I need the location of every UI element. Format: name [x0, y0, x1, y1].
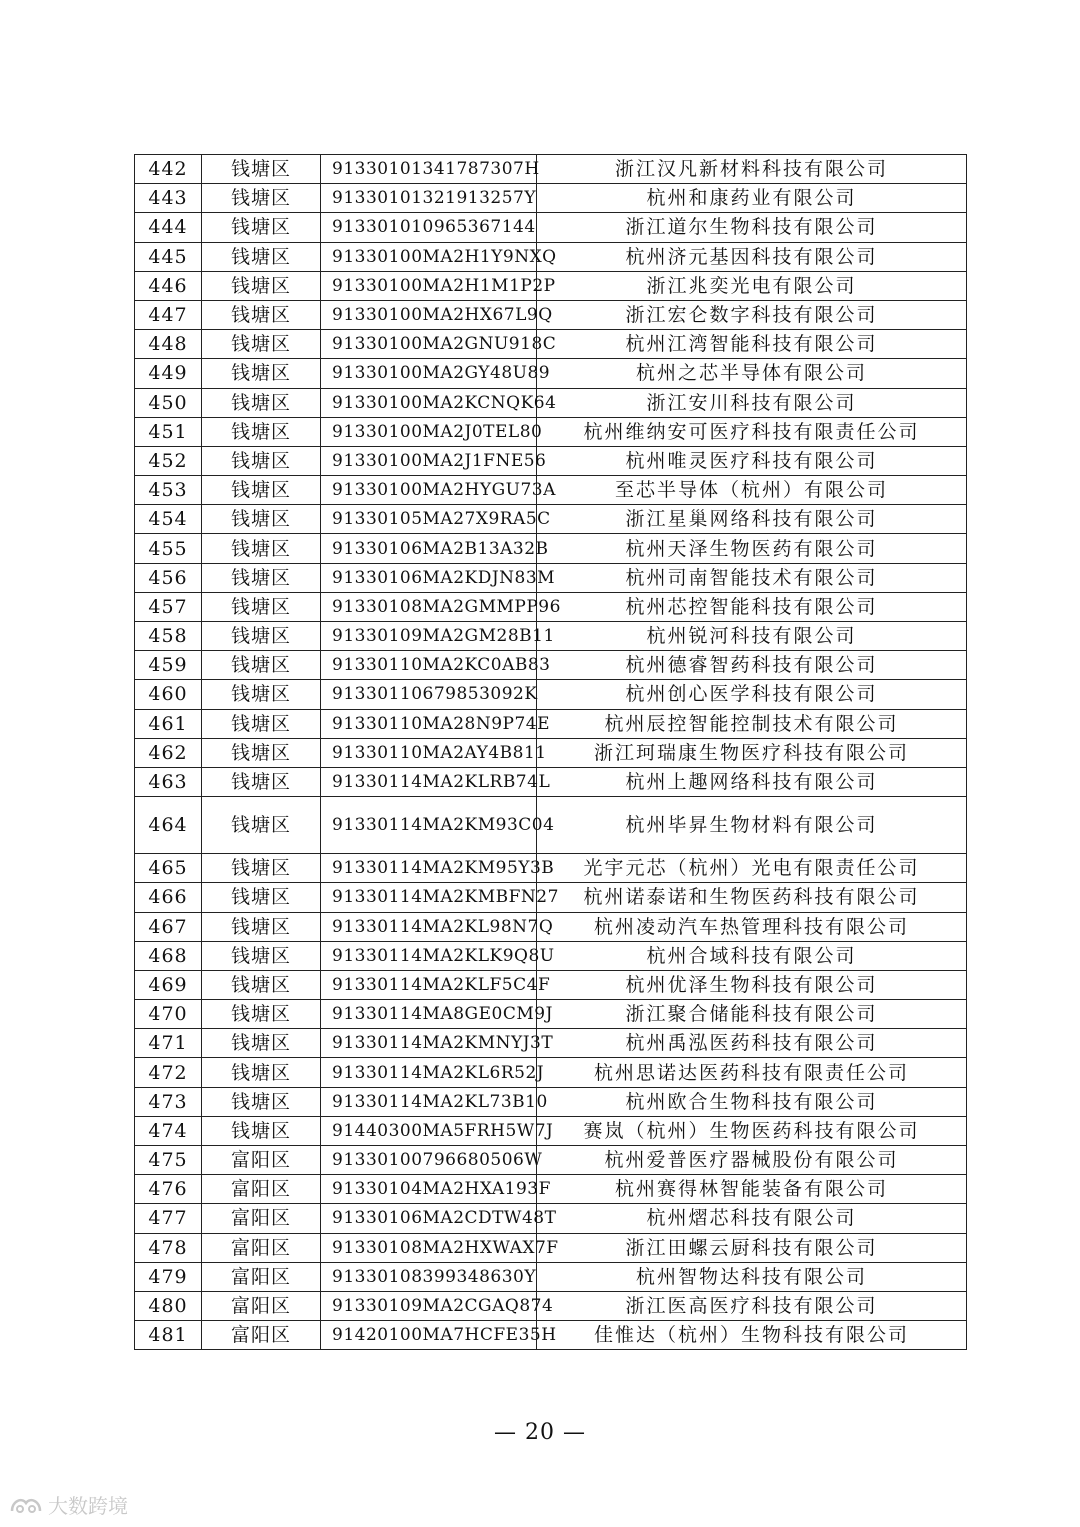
- watermark: [8, 1490, 128, 1519]
- cell-number: 445: [135, 242, 202, 271]
- cell-number: 471: [135, 1029, 202, 1058]
- table-row: [135, 359, 967, 388]
- cell-district: 钱塘区: [202, 505, 321, 534]
- cell-company-name: 杭州唯灵医疗科技有限公司: [537, 446, 967, 475]
- cell-credit-code: 91330100MA2HX67L9Q: [321, 300, 537, 329]
- cell-credit-code: 91330106MA2CDTW48T: [321, 1204, 537, 1233]
- cell-credit-code: 91330100MA2GNU918C: [321, 330, 537, 359]
- cell-number: 469: [135, 970, 202, 999]
- table-row: [135, 476, 967, 505]
- table-row: [135, 155, 967, 184]
- cell-credit-code: 91330114MA2KM95Y3B: [321, 854, 537, 883]
- enterprise-list-table: [134, 154, 967, 1350]
- cell-company-name: 杭州优泽生物科技有限公司: [537, 970, 967, 999]
- cell-district: 富阳区: [202, 1204, 321, 1233]
- table-row: [135, 1233, 967, 1262]
- table-row: [135, 797, 967, 854]
- cell-number: 459: [135, 651, 202, 680]
- cell-district: 钱塘区: [202, 680, 321, 709]
- table-row: [135, 1000, 967, 1029]
- cell-number: 478: [135, 1233, 202, 1262]
- cell-credit-code: 91330100MA2KCNQK64: [321, 388, 537, 417]
- cell-district: 钱塘区: [202, 1058, 321, 1087]
- cell-company-name: 浙江星巢网络科技有限公司: [537, 505, 967, 534]
- table-row: [135, 1087, 967, 1116]
- cell-district: 钱塘区: [202, 912, 321, 941]
- table-row: [135, 1204, 967, 1233]
- cell-number: 463: [135, 767, 202, 796]
- cell-number: 454: [135, 505, 202, 534]
- table-row: [135, 1262, 967, 1291]
- cell-credit-code: 91330114MA2KLRB74L: [321, 767, 537, 796]
- cell-district: 钱塘区: [202, 1000, 321, 1029]
- cell-district: 钱塘区: [202, 883, 321, 912]
- cell-district: 富阳区: [202, 1175, 321, 1204]
- cell-credit-code: 91420100MA7HCFE35H: [321, 1321, 537, 1350]
- cell-number: 455: [135, 534, 202, 563]
- cell-company-name: 杭州赛得林智能装备有限公司: [537, 1175, 967, 1204]
- table-row: [135, 1321, 967, 1350]
- cell-company-name: 杭州司南智能技术有限公司: [537, 563, 967, 592]
- cell-company-name: 浙江汉凡新材料科技有限公司: [537, 155, 967, 184]
- page-number: — 20 —: [494, 1420, 586, 1445]
- cell-number: 476: [135, 1175, 202, 1204]
- cell-company-name: 杭州凌动汽车热管理科技有限公司: [537, 912, 967, 941]
- cell-credit-code: 91330100MA2HYGU73A: [321, 476, 537, 505]
- cell-number: 470: [135, 1000, 202, 1029]
- cell-company-name: 赛岚（杭州）生物医药科技有限公司: [537, 1116, 967, 1145]
- cell-district: 钱塘区: [202, 651, 321, 680]
- table-body: [135, 155, 967, 1350]
- cell-number: 475: [135, 1146, 202, 1175]
- cell-credit-code: 91330114MA2KL73B10: [321, 1087, 537, 1116]
- table-row: [135, 1146, 967, 1175]
- cell-district: 钱塘区: [202, 1116, 321, 1145]
- logo-icon: [8, 1493, 44, 1517]
- cell-company-name: 杭州欧合生物科技有限公司: [537, 1087, 967, 1116]
- cell-number: 477: [135, 1204, 202, 1233]
- cell-credit-code: 91330108MA2GMMPP96: [321, 592, 537, 621]
- cell-credit-code: 91330106MA2B13A32B: [321, 534, 537, 563]
- cell-company-name: 浙江宏仑数字科技有限公司: [537, 300, 967, 329]
- table-row: [135, 883, 967, 912]
- table-row: [135, 941, 967, 970]
- cell-credit-code: 91330114MA2KLF5C4F: [321, 970, 537, 999]
- cell-district: 钱塘区: [202, 417, 321, 446]
- cell-credit-code: 91330114MA8GE0CM9J: [321, 1000, 537, 1029]
- table-row: [135, 563, 967, 592]
- cell-district: 钱塘区: [202, 155, 321, 184]
- table-row: [135, 213, 967, 242]
- table-row: [135, 388, 967, 417]
- cell-number: 457: [135, 592, 202, 621]
- cell-company-name: 杭州上趣网络科技有限公司: [537, 767, 967, 796]
- cell-district: 钱塘区: [202, 476, 321, 505]
- cell-district: 钱塘区: [202, 388, 321, 417]
- cell-number: 443: [135, 184, 202, 213]
- cell-company-name: 浙江田螺云厨科技有限公司: [537, 1233, 967, 1262]
- cell-company-name: 光宇元芯（杭州）光电有限责任公司: [537, 854, 967, 883]
- cell-district: 钱塘区: [202, 242, 321, 271]
- cell-number: 466: [135, 883, 202, 912]
- cell-district: 钱塘区: [202, 738, 321, 767]
- cell-number: 453: [135, 476, 202, 505]
- cell-credit-code: 91330108399348630Y: [321, 1262, 537, 1291]
- cell-number: 458: [135, 622, 202, 651]
- cell-district: 钱塘区: [202, 854, 321, 883]
- cell-number: 456: [135, 563, 202, 592]
- cell-company-name: 浙江兆奕光电有限公司: [537, 271, 967, 300]
- cell-number: 467: [135, 912, 202, 941]
- cell-district: 钱塘区: [202, 622, 321, 651]
- table-row: [135, 651, 967, 680]
- cell-company-name: 杭州锐河科技有限公司: [537, 622, 967, 651]
- cell-district: 钱塘区: [202, 941, 321, 970]
- cell-company-name: 杭州江湾智能科技有限公司: [537, 330, 967, 359]
- cell-number: 474: [135, 1116, 202, 1145]
- table-row: [135, 738, 967, 767]
- cell-credit-code: 91330109MA2CGAQ874: [321, 1291, 537, 1320]
- cell-credit-code: 91330100MA2H1Y9NXQ: [321, 242, 537, 271]
- cell-district: 钱塘区: [202, 1087, 321, 1116]
- cell-company-name: 杭州智物达科技有限公司: [537, 1262, 967, 1291]
- cell-number: 461: [135, 709, 202, 738]
- cell-district: 钱塘区: [202, 300, 321, 329]
- cell-company-name: 杭州德睿智药科技有限公司: [537, 651, 967, 680]
- cell-district: 富阳区: [202, 1262, 321, 1291]
- cell-number: 442: [135, 155, 202, 184]
- table-row: [135, 417, 967, 446]
- cell-credit-code: 91330114MA2KMBFN27: [321, 883, 537, 912]
- cell-number: 449: [135, 359, 202, 388]
- cell-company-name: 杭州禹泓医药科技有限公司: [537, 1029, 967, 1058]
- cell-number: 468: [135, 941, 202, 970]
- cell-company-name: 杭州爱普医疗器械股份有限公司: [537, 1146, 967, 1175]
- cell-number: 481: [135, 1321, 202, 1350]
- cell-credit-code: 91330110MA28N9P74E: [321, 709, 537, 738]
- cell-company-name: 浙江聚合储能科技有限公司: [537, 1000, 967, 1029]
- table-row: [135, 1175, 967, 1204]
- cell-credit-code: 91330110MA2AY4B811: [321, 738, 537, 767]
- cell-district: 钱塘区: [202, 213, 321, 242]
- cell-credit-code: 91330114MA2KL98N7Q: [321, 912, 537, 941]
- cell-number: 460: [135, 680, 202, 709]
- cell-district: 富阳区: [202, 1291, 321, 1320]
- cell-number: 447: [135, 300, 202, 329]
- cell-district: 钱塘区: [202, 271, 321, 300]
- cell-number: 450: [135, 388, 202, 417]
- table-row: [135, 534, 967, 563]
- cell-credit-code: 91330100MA2H1M1P2P: [321, 271, 537, 300]
- cell-credit-code: 91330110679853092K: [321, 680, 537, 709]
- table-row: [135, 1058, 967, 1087]
- cell-district: 钱塘区: [202, 330, 321, 359]
- cell-number: 480: [135, 1291, 202, 1320]
- cell-company-name: 杭州思诺达医药科技有限责任公司: [537, 1058, 967, 1087]
- table-row: [135, 184, 967, 213]
- cell-district: 钱塘区: [202, 563, 321, 592]
- cell-district: 富阳区: [202, 1233, 321, 1262]
- cell-company-name: 佳惟达（杭州）生物科技有限公司: [537, 1321, 967, 1350]
- cell-credit-code: 91330114MA2KM93C04: [321, 797, 537, 854]
- cell-company-name: 杭州熠芯科技有限公司: [537, 1204, 967, 1233]
- cell-company-name: 杭州创心医学科技有限公司: [537, 680, 967, 709]
- cell-company-name: 浙江医高医疗科技有限公司: [537, 1291, 967, 1320]
- table-row: [135, 970, 967, 999]
- table-row: [135, 680, 967, 709]
- cell-credit-code: 91330114MA2KMNYJ3T: [321, 1029, 537, 1058]
- cell-district: 钱塘区: [202, 767, 321, 796]
- cell-credit-code: 91330101341787307H: [321, 155, 537, 184]
- cell-district: 钱塘区: [202, 592, 321, 621]
- cell-credit-code: 91440300MA5FRH5W7J: [321, 1116, 537, 1145]
- cell-company-name: 杭州芯控智能科技有限公司: [537, 592, 967, 621]
- cell-credit-code: 913301010965367144: [321, 213, 537, 242]
- table-row: [135, 592, 967, 621]
- cell-company-name: 杭州合域科技有限公司: [537, 941, 967, 970]
- cell-number: 472: [135, 1058, 202, 1087]
- cell-company-name: 杭州天泽生物医药有限公司: [537, 534, 967, 563]
- table-row: [135, 709, 967, 738]
- table-row: [135, 505, 967, 534]
- cell-number: 451: [135, 417, 202, 446]
- cell-company-name: 浙江珂瑞康生物医疗科技有限公司: [537, 738, 967, 767]
- cell-number: 462: [135, 738, 202, 767]
- table-row: [135, 622, 967, 651]
- cell-company-name: 杭州济元基因科技有限公司: [537, 242, 967, 271]
- cell-credit-code: 91330100MA2J1FNE56: [321, 446, 537, 475]
- cell-company-name: 杭州诺泰诺和生物医药科技有限公司: [537, 883, 967, 912]
- cell-district: 钱塘区: [202, 1029, 321, 1058]
- table-row: [135, 1116, 967, 1145]
- cell-number: 446: [135, 271, 202, 300]
- table-row: [135, 854, 967, 883]
- cell-credit-code: 91330101321913257Y: [321, 184, 537, 213]
- cell-company-name: 至芯半导体（杭州）有限公司: [537, 476, 967, 505]
- cell-company-name: 杭州毕昇生物材料有限公司: [537, 797, 967, 854]
- cell-district: 钱塘区: [202, 359, 321, 388]
- table-row: [135, 242, 967, 271]
- cell-credit-code: 91330110MA2KC0AB83: [321, 651, 537, 680]
- cell-credit-code: 91330108MA2HXWAX7F: [321, 1233, 537, 1262]
- cell-district: 富阳区: [202, 1146, 321, 1175]
- cell-district: 钱塘区: [202, 970, 321, 999]
- cell-company-name: 杭州之芯半导体有限公司: [537, 359, 967, 388]
- cell-district: 钱塘区: [202, 534, 321, 563]
- cell-company-name: 杭州维纳安可医疗科技有限责任公司: [537, 417, 967, 446]
- cell-number: 465: [135, 854, 202, 883]
- cell-number: 479: [135, 1262, 202, 1291]
- cell-company-name: 浙江道尔生物科技有限公司: [537, 213, 967, 242]
- cell-company-name: 杭州和康药业有限公司: [537, 184, 967, 213]
- cell-number: 464: [135, 797, 202, 854]
- cell-credit-code: 91330100MA2J0TEL80: [321, 417, 537, 446]
- cell-number: 448: [135, 330, 202, 359]
- cell-credit-code: 91330100MA2GY48U89: [321, 359, 537, 388]
- table-row: [135, 767, 967, 796]
- cell-district: 钱塘区: [202, 446, 321, 475]
- table-row: [135, 446, 967, 475]
- cell-district: 钱塘区: [202, 797, 321, 854]
- cell-credit-code: 91330100796680506W: [321, 1146, 537, 1175]
- table-row: [135, 300, 967, 329]
- cell-credit-code: 91330104MA2HXA193F: [321, 1175, 537, 1204]
- cell-credit-code: 91330114MA2KLK9Q8U: [321, 941, 537, 970]
- cell-number: 444: [135, 213, 202, 242]
- cell-district: 钱塘区: [202, 184, 321, 213]
- cell-credit-code: 91330106MA2KDJN83M: [321, 563, 537, 592]
- cell-credit-code: 91330105MA27X9RA5C: [321, 505, 537, 534]
- cell-credit-code: 91330114MA2KL6R52J: [321, 1058, 537, 1087]
- table-row: [135, 330, 967, 359]
- table-row: [135, 912, 967, 941]
- cell-district: 富阳区: [202, 1321, 321, 1350]
- cell-company-name: 浙江安川科技有限公司: [537, 388, 967, 417]
- cell-district: 钱塘区: [202, 709, 321, 738]
- cell-credit-code: 91330109MA2GM28B11: [321, 622, 537, 651]
- cell-company-name: 杭州辰控智能控制技术有限公司: [537, 709, 967, 738]
- cell-number: 473: [135, 1087, 202, 1116]
- cell-number: 452: [135, 446, 202, 475]
- watermark-text: 大数跨境: [48, 1494, 128, 1518]
- table-row: [135, 1029, 967, 1058]
- table-row: [135, 1291, 967, 1320]
- table-row: [135, 271, 967, 300]
